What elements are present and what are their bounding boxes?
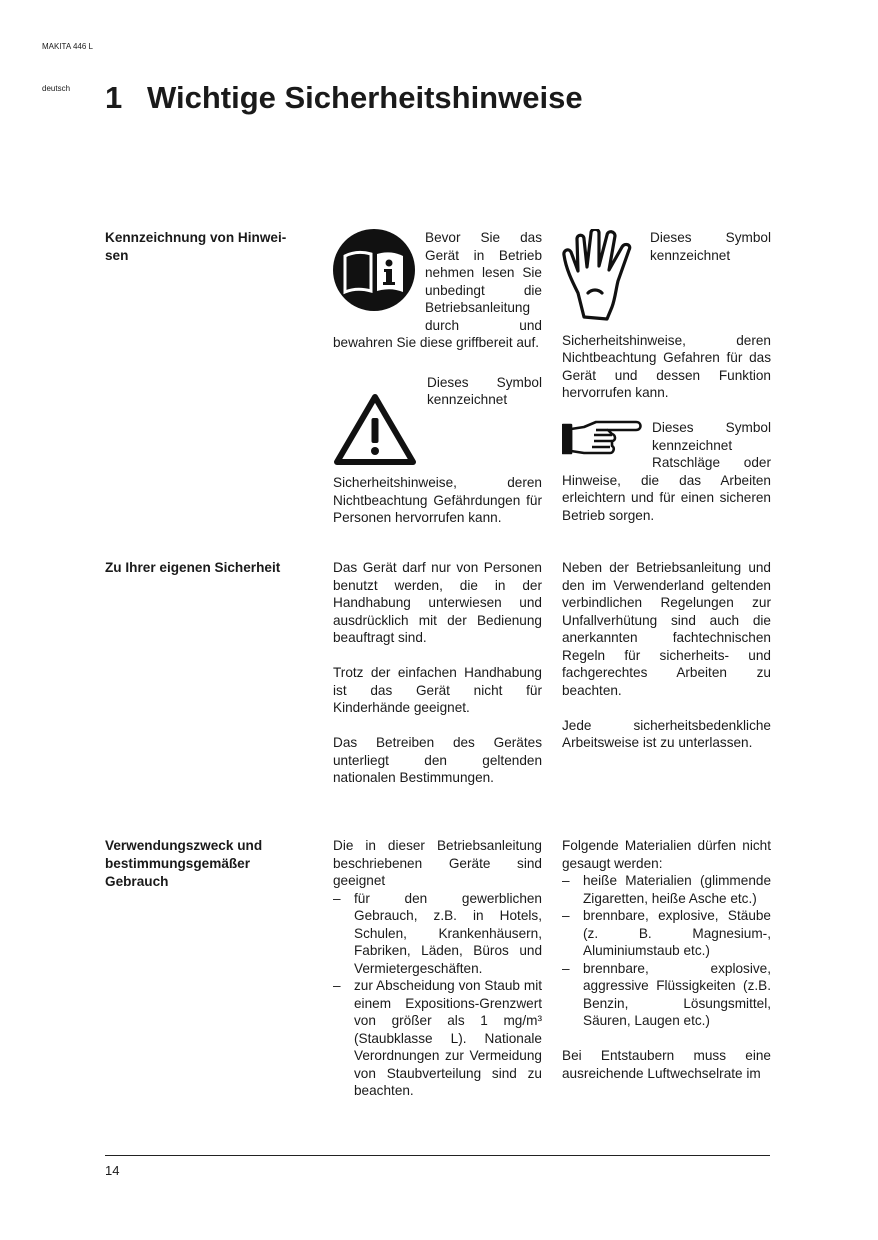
pointing-symbol-text: Dieses Symbol kennzeichnet Ratschläge oder Hinweise, die das Arbeiten erleichtern und für einen sicheren Betrieb sorgen. xyxy=(562,420,771,523)
header-language: deutsch xyxy=(42,84,71,93)
chapter-title: Wichtige Sicherheitshinweise xyxy=(147,80,583,115)
verwendung-column-right xyxy=(562,837,771,1082)
list-item: – heiße Materialien (glimmende Zigaretten, heiße Asche etc.) xyxy=(562,872,771,907)
pointing-hand-icon xyxy=(562,419,642,464)
paragraph: Die in dieser Betriebsanleitung beschriebenen Geräte sind geeignet xyxy=(333,838,542,888)
warning-triangle-icon xyxy=(333,392,417,471)
stop-hand-icon xyxy=(562,229,640,328)
page-title xyxy=(105,80,583,116)
section-heading-kennzeichnung: Kennzeichnung von Hinwei-sen xyxy=(105,230,287,263)
warning-symbol-text: Dieses Symbol kennzeichnet Sicherheitshinweise, deren Nichtbeachtung Gefährdungen für Personen hervorrufen kann. xyxy=(333,374,542,525)
paragraph: Neben der Betriebsanleitung und den im Verwenderland geltenden verbindlichen Regelungen zur Unfallverhütung sind auch die anerkannten fachtechnischen Regeln für sicherheits- und fachgerechtes Arbeiten zu beachten. xyxy=(562,560,771,698)
footer-divider xyxy=(105,1155,770,1156)
list-item: – für den gewerblichen Gebrauch, z.B. in Hotels, Schulen, Krankenhäusern, Fabriken, Läden, Büros und Vermietergeschäften. xyxy=(333,890,542,978)
list-item: – zur Abscheidung von Staub mit einem Expositions-Grenzwert von größer als 1 mg/m³ (Staubklasse L). Nationale Verordnungen zur Vermeidung von Staubverteilung sind zu beachten. xyxy=(333,977,542,1100)
section-heading-sicherheit: Zu Ihrer eigenen Sicherheit xyxy=(105,560,281,575)
sicherheit-column-right xyxy=(562,559,771,752)
chapter-number: 1 xyxy=(105,80,123,115)
book-info-icon xyxy=(333,229,415,316)
page-number: 14 xyxy=(105,1163,120,1178)
paragraph: Bei Entstaubern muss eine ausreichende Luftwechselrate im xyxy=(562,1048,771,1081)
list-item: – brennbare, explosive, aggressive Flüssigkeiten (z.B. Benzin, Lösungsmittel, Säuren, Laugen etc.) xyxy=(562,960,771,1030)
hand-symbol-text: Dieses Symbol kennzeichnet Sicherheitshinweise, deren Nichtbeachtung Gefahren für das Gerät und dessen Funktion hervorrufen kann. xyxy=(562,230,771,400)
symbol-column-left xyxy=(333,229,542,527)
sicherheit-column-left xyxy=(333,559,542,787)
paragraph: Jede sicherheitsbedenkliche Arbeitsweise ist zu unterlassen. xyxy=(562,717,771,750)
paragraph: Das Betreiben des Gerätes unterliegt den geltenden nationalen Bestimmungen. xyxy=(333,735,542,785)
paragraph: Trotz der einfachen Handhabung ist das Gerät nicht für Kinderhände geeignet. xyxy=(333,665,542,715)
header-model: MAKITA 446 L xyxy=(42,42,93,51)
section-heading-verwendung: Verwendungszweck und bestimmungsgemäßer Gebrauch xyxy=(105,838,263,889)
usage-list xyxy=(333,890,542,1100)
verwendung-column-left xyxy=(333,837,542,1100)
list-item: – brennbare, explosive, Stäube (z. B. Magnesium-, Aluminiumstaub etc.) xyxy=(562,907,771,960)
forbidden-materials-list xyxy=(562,872,771,1030)
symbol-column-right xyxy=(562,229,771,524)
paragraph: Folgende Materialien dürfen nicht gesaugt werden: xyxy=(562,838,771,871)
book-symbol-text: Bevor Sie das Gerät in Betrieb nehmen lesen Sie unbedingt die Betriebsanleitung durch und bewahren Sie diese griffbereit auf. xyxy=(333,230,542,350)
paragraph: Das Gerät darf nur von Personen benutzt werden, die in der Handhabung unterwiesen und ausdrücklich mit der Bedienung beauftragt sind. xyxy=(333,560,542,645)
